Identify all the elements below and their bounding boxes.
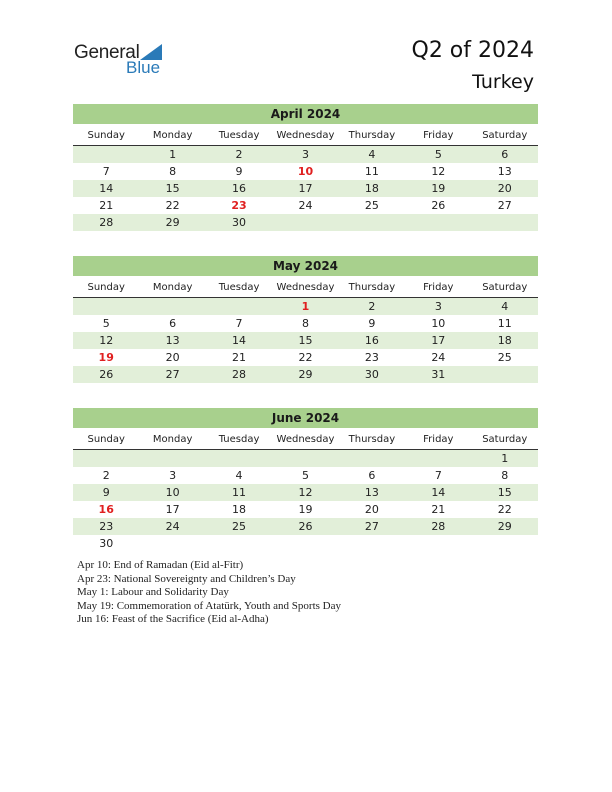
weekday-label: Friday [423, 130, 454, 141]
logo-general-text: General [74, 42, 140, 63]
weekday-label: Sunday [87, 282, 125, 293]
day-cell: 24 [431, 351, 446, 364]
day-cell: 11 [497, 317, 512, 330]
month-april [73, 104, 538, 231]
holiday-note: Apr 10: End of Ramadan (Eid al-Fitr) [77, 559, 244, 571]
day-cell: 7 [102, 165, 110, 178]
weekday-header-row [73, 279, 538, 298]
day-cell: 2 [235, 148, 243, 161]
day-cell: 4 [368, 148, 376, 161]
day-cell: 1 [169, 148, 177, 161]
day-cell: 28 [99, 216, 114, 229]
weekday-label: Tuesday [218, 130, 260, 141]
month-title: May 2024 [73, 256, 538, 276]
day-cell: 25 [364, 199, 379, 212]
day-cell: 30 [232, 216, 247, 229]
day-cell: 3 [301, 148, 309, 161]
empty-day-cell [405, 535, 471, 552]
day-cell: 11 [232, 486, 247, 499]
week-row [73, 349, 538, 366]
day-cell: 15 [165, 182, 180, 195]
day-cell: 10 [431, 317, 446, 330]
week-row [73, 366, 538, 383]
day-cell: 8 [169, 165, 177, 178]
day-cell: 30 [364, 368, 379, 381]
country-name: Turkey [472, 71, 534, 93]
empty-day-cell [139, 450, 205, 467]
day-cell: 19 [98, 351, 114, 364]
day-cell: 18 [232, 503, 247, 516]
day-cell: 20 [364, 503, 379, 516]
day-cell: 22 [298, 351, 313, 364]
day-cell: 17 [298, 182, 313, 195]
day-cell: 5 [434, 148, 442, 161]
weekday-label: Tuesday [218, 282, 260, 293]
empty-day-cell [339, 214, 405, 231]
logo [74, 42, 161, 77]
weekday-label: Saturday [482, 434, 528, 445]
empty-day-cell [206, 298, 272, 315]
day-cell: 20 [497, 182, 512, 195]
day-cell: 30 [99, 537, 114, 550]
day-cell: 6 [368, 469, 376, 482]
day-cell: 16 [98, 503, 114, 516]
weekday-label: Wednesday [276, 434, 335, 445]
day-cell: 5 [102, 317, 110, 330]
month-title: April 2024 [73, 104, 538, 124]
day-cell: 25 [497, 351, 512, 364]
day-cell: 6 [501, 148, 509, 161]
weekday-label: Thursday [348, 130, 396, 141]
weekday-label: Thursday [348, 434, 396, 445]
day-cell: 31 [431, 368, 446, 381]
day-cell: 7 [434, 469, 442, 482]
weekday-label: Monday [152, 434, 193, 445]
weekday-label: Wednesday [276, 130, 335, 141]
day-cell: 14 [431, 486, 446, 499]
weekday-label: Saturday [482, 282, 528, 293]
week-row [73, 180, 538, 197]
day-cell: 10 [297, 165, 314, 178]
day-cell: 8 [501, 469, 509, 482]
empty-day-cell [206, 535, 272, 552]
page-title: Q2 of 2024 [411, 38, 534, 63]
month-june [73, 408, 538, 552]
empty-day-cell [339, 450, 405, 467]
weekday-header-row [73, 127, 538, 146]
month-may [73, 256, 538, 383]
day-cell: 16 [232, 182, 247, 195]
day-cell: 18 [364, 182, 379, 195]
day-cell: 23 [231, 199, 247, 212]
holiday-note: May 19: Commemoration of Atatürk, Youth and Sports Day [77, 599, 341, 612]
day-cell: 1 [301, 300, 310, 313]
week-row [73, 214, 538, 231]
weekday-label: Sunday [87, 434, 125, 445]
weekday-label: Thursday [348, 282, 396, 293]
day-cell: 13 [364, 486, 379, 499]
empty-day-cell [272, 450, 338, 467]
day-cell: 21 [232, 351, 247, 364]
empty-day-cell [405, 450, 471, 467]
empty-day-cell [73, 298, 139, 315]
day-cell: 28 [232, 368, 247, 381]
day-cell: 7 [235, 317, 243, 330]
weekday-label: Monday [152, 130, 193, 141]
empty-day-cell [472, 366, 538, 383]
day-cell: 21 [99, 199, 114, 212]
day-cell: 5 [301, 469, 309, 482]
day-cell: 17 [165, 503, 180, 516]
day-cell: 3 [169, 469, 177, 482]
weekday-label: Friday [423, 282, 454, 293]
week-row [73, 298, 538, 315]
empty-day-cell [472, 214, 538, 231]
day-cell: 2 [368, 300, 376, 313]
holiday-notes [77, 559, 347, 627]
day-cell: 16 [364, 334, 379, 347]
day-cell: 29 [165, 216, 180, 229]
empty-day-cell [206, 450, 272, 467]
day-cell: 12 [431, 165, 446, 178]
weekday-label: Wednesday [276, 282, 335, 293]
weekday-header-row [73, 431, 538, 450]
day-cell: 15 [497, 486, 512, 499]
week-row [73, 535, 538, 552]
day-cell: 26 [298, 520, 313, 533]
day-cell: 19 [431, 182, 446, 195]
empty-day-cell [139, 298, 205, 315]
day-cell: 24 [298, 199, 313, 212]
week-row [73, 450, 538, 467]
week-row [73, 501, 538, 518]
week-row [73, 484, 538, 501]
day-cell: 3 [434, 300, 442, 313]
empty-day-cell [339, 535, 405, 552]
day-cell: 9 [368, 317, 376, 330]
day-cell: 8 [301, 317, 309, 330]
day-cell: 22 [497, 503, 512, 516]
holiday-note: Apr 23: National Sovereignty and Children’s Day [77, 572, 296, 585]
day-cell: 13 [497, 165, 512, 178]
day-cell: 4 [235, 469, 243, 482]
day-cell: 2 [102, 469, 110, 482]
day-cell: 13 [165, 334, 180, 347]
day-cell: 29 [298, 368, 313, 381]
week-row [73, 467, 538, 484]
day-cell: 11 [364, 165, 379, 178]
day-cell: 12 [99, 334, 114, 347]
day-cell: 26 [99, 368, 114, 381]
day-cell: 9 [235, 165, 243, 178]
week-row [73, 315, 538, 332]
weekday-label: Tuesday [218, 434, 260, 445]
empty-day-cell [405, 214, 471, 231]
empty-day-cell [472, 535, 538, 552]
day-cell: 10 [165, 486, 180, 499]
empty-day-cell [139, 535, 205, 552]
weekday-label: Friday [423, 434, 454, 445]
day-cell: 29 [497, 520, 512, 533]
week-row [73, 518, 538, 535]
day-cell: 28 [431, 520, 446, 533]
day-cell: 26 [431, 199, 446, 212]
weekday-label: Sunday [87, 130, 125, 141]
weekday-label: Saturday [482, 130, 528, 141]
day-cell: 12 [298, 486, 313, 499]
week-row [73, 163, 538, 180]
day-cell: 23 [364, 351, 379, 364]
weekday-label: Monday [152, 282, 193, 293]
day-cell: 21 [431, 503, 446, 516]
holiday-note: May 1: Labour and Solidarity Day [77, 586, 229, 598]
empty-day-cell [73, 450, 139, 467]
week-row [73, 146, 538, 163]
logo-blue-text: Blue [126, 58, 161, 77]
day-cell: 20 [165, 351, 180, 364]
day-cell: 25 [232, 520, 247, 533]
day-cell: 17 [431, 334, 446, 347]
day-cell: 14 [99, 182, 114, 195]
day-cell: 18 [497, 334, 512, 347]
day-cell: 27 [497, 199, 512, 212]
week-row [73, 197, 538, 214]
empty-day-cell [73, 146, 139, 163]
month-title: June 2024 [73, 408, 538, 428]
day-cell: 6 [169, 317, 177, 330]
day-cell: 4 [501, 300, 509, 313]
holiday-note: Jun 16: Feast of the Sacrifice (Eid al-Adha) [77, 613, 269, 625]
day-cell: 27 [165, 368, 180, 381]
day-cell: 15 [298, 334, 313, 347]
day-cell: 14 [232, 334, 247, 347]
day-cell: 24 [165, 520, 180, 533]
day-cell: 22 [165, 199, 180, 212]
week-row [73, 332, 538, 349]
day-cell: 27 [364, 520, 379, 533]
day-cell: 19 [298, 503, 313, 516]
empty-day-cell [272, 214, 338, 231]
day-cell: 1 [501, 452, 509, 465]
empty-day-cell [272, 535, 338, 552]
day-cell: 23 [99, 520, 114, 533]
day-cell: 9 [102, 486, 110, 499]
